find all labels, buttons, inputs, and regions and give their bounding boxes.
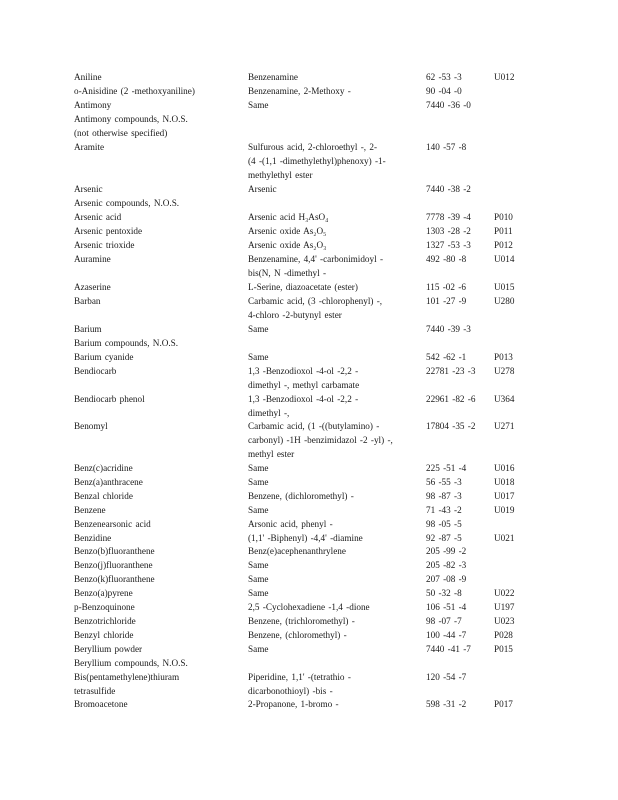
waste-code: U271 bbox=[494, 421, 515, 431]
substance-name: Arsenic compounds, N.O.S. bbox=[74, 198, 180, 208]
chemical-name: L-Serine, diazoacetate (ester) bbox=[248, 282, 358, 292]
chemical-name: Benz(e)acephenanthrylene bbox=[248, 546, 346, 556]
waste-code: U018 bbox=[494, 477, 515, 487]
substance-name: o-Anisidine (2 -methoxyaniline) bbox=[74, 86, 195, 96]
chemical-name: Same bbox=[248, 644, 269, 654]
cas-number: 62 -53 -3 bbox=[426, 72, 462, 82]
cas-number: 207 -08 -9 bbox=[426, 574, 467, 584]
substance-name: Azaserine bbox=[74, 282, 111, 292]
chemical-name: 2,5 -Cyclohexadiene -1,4 -dione bbox=[248, 602, 370, 612]
cas-number: 92 -87 -5 bbox=[426, 533, 462, 543]
substance-name: Benzo(b)fluoranthene bbox=[74, 546, 155, 556]
chemical-name: Piperidine, 1,1' -(tetrathio - dicarbonothioyl) -bis - bbox=[248, 672, 351, 696]
cas-number: 100 -44 -7 bbox=[426, 630, 467, 640]
cas-number: 50 -32 -8 bbox=[426, 588, 462, 598]
substance-name: Bis(pentamethylene)thiuram tetrasulfide bbox=[74, 672, 180, 696]
cas-number: 115 -02 -6 bbox=[426, 282, 466, 292]
waste-code: P010 bbox=[494, 212, 513, 222]
waste-code: U364 bbox=[494, 394, 515, 404]
cas-number: 7440 -38 -2 bbox=[426, 184, 471, 194]
substance-name: Beryllium powder bbox=[74, 644, 143, 654]
cas-number: 7440 -36 -0 bbox=[426, 100, 471, 110]
substance-name: p-Benzoquinone bbox=[74, 602, 135, 612]
substance-name: Benzo(j)fluoranthene bbox=[74, 560, 153, 570]
substance-name: Bendiocarb phenol bbox=[74, 394, 145, 404]
cas-number: 120 -54 -7 bbox=[426, 672, 467, 682]
substance-name: Benzidine bbox=[74, 533, 112, 543]
waste-code: U014 bbox=[494, 254, 515, 264]
chemical-name: Benzene, (dichloromethyl) - bbox=[248, 491, 354, 501]
chemical-name: Benzenamine bbox=[248, 72, 298, 82]
waste-code: U023 bbox=[494, 616, 515, 626]
cas-number: 1303 -28 -2 bbox=[426, 226, 471, 236]
cas-number: 7778 -39 -4 bbox=[426, 212, 471, 222]
cas-number: 101 -27 -9 bbox=[426, 296, 467, 306]
waste-code: U019 bbox=[494, 505, 515, 515]
substance-name: Benzo(a)pyrene bbox=[74, 588, 133, 598]
cas-number: 542 -62 -1 bbox=[426, 352, 467, 362]
chemical-name: Arsenic oxide As₂O₃ bbox=[248, 240, 327, 250]
substance-name: Antimony compounds, N.O.S. (not otherwise specified) bbox=[74, 114, 188, 138]
waste-code: U280 bbox=[494, 296, 515, 306]
substance-name: Aniline bbox=[74, 72, 102, 82]
cas-number: 17804 -35 -2 bbox=[426, 421, 476, 431]
substance-name: Barium bbox=[74, 324, 102, 334]
substance-name: Benz(a)anthracene bbox=[74, 477, 143, 487]
cas-number: 140 -57 -8 bbox=[426, 142, 467, 152]
waste-code: P012 bbox=[494, 240, 513, 250]
waste-code: P013 bbox=[494, 352, 513, 362]
chemical-name: (1,1' -Biphenyl) -4,4' -diamine bbox=[248, 533, 363, 543]
waste-code: P011 bbox=[494, 226, 513, 236]
substance-name: Benzenearsonic acid bbox=[74, 519, 151, 529]
chemical-name: Same bbox=[248, 560, 269, 570]
cas-number: 598 -31 -2 bbox=[426, 699, 467, 709]
substance-name: Barium compounds, N.O.S. bbox=[74, 338, 179, 348]
chemical-name: 2-Propanone, 1-bromo - bbox=[248, 699, 339, 709]
cas-number: 71 -43 -2 bbox=[426, 505, 462, 515]
chemical-name: Arsenic oxide As₂O₅ bbox=[248, 226, 327, 236]
waste-code: U012 bbox=[494, 72, 515, 82]
chemical-name: Arsenic acid H₃AsO₄ bbox=[248, 212, 329, 222]
substance-name: Benzal chloride bbox=[74, 491, 133, 501]
substance-name: Barban bbox=[74, 296, 101, 306]
cas-number: 205 -82 -3 bbox=[426, 560, 467, 570]
waste-code: U017 bbox=[494, 491, 515, 501]
waste-code: U278 bbox=[494, 366, 515, 376]
cas-number: 22961 -82 -6 bbox=[426, 394, 476, 404]
chemical-name: Same bbox=[248, 463, 269, 473]
substance-name: Arsenic trioxide bbox=[74, 240, 135, 250]
substance-name: Bendiocarb bbox=[74, 366, 117, 376]
substance-name: Benz(c)acridine bbox=[74, 463, 133, 473]
cas-number: 90 -04 -0 bbox=[426, 86, 462, 96]
cas-number: 98 -07 -7 bbox=[426, 616, 462, 626]
chemical-name: Same bbox=[248, 352, 269, 362]
waste-code: U022 bbox=[494, 588, 515, 598]
cas-number: 205 -99 -2 bbox=[426, 546, 467, 556]
chemical-name: Benzenamine, 2-Methoxy - bbox=[248, 86, 351, 96]
substance-name: Benzyl chloride bbox=[74, 630, 134, 640]
waste-code: U015 bbox=[494, 282, 515, 292]
chemical-name: Benzene, (trichloromethyl) - bbox=[248, 616, 355, 626]
substance-name: Benomyl bbox=[74, 421, 108, 431]
substance-name: Arsenic acid bbox=[74, 212, 122, 222]
chemical-name: Same bbox=[248, 505, 269, 515]
cas-number: 1327 -53 -3 bbox=[426, 240, 471, 250]
chemical-name: 1,3 -Benzodioxol -4-ol -2,2 - dimethyl -, bbox=[248, 394, 359, 418]
cas-number: 106 -51 -4 bbox=[426, 602, 467, 612]
cas-number: 98 -05 -5 bbox=[426, 519, 462, 529]
chemical-name: Carbamic acid, (1 -((butylamino) - carbonyl) -1H -benzimidazol -2 -yl) -, methyl ester bbox=[248, 421, 393, 459]
chemical-name: Benzenamine, 4,4' -carbonimidoyl - bis(N, N -dimethyl - bbox=[248, 254, 384, 278]
chemical-name: Same bbox=[248, 477, 269, 487]
chemical-name: Same bbox=[248, 574, 269, 584]
chemical-name: Arsonic acid, phenyl - bbox=[248, 519, 333, 529]
chemical-name: Same bbox=[248, 324, 269, 334]
cas-number: 225 -51 -4 bbox=[426, 463, 467, 473]
cas-number: 7440 -41 -7 bbox=[426, 644, 471, 654]
substance-name: Arsenic pentoxide bbox=[74, 226, 143, 236]
substance-name: Benzo(k)fluoranthene bbox=[74, 574, 155, 584]
cas-number: 492 -80 -8 bbox=[426, 254, 467, 264]
substance-name: Benzotrichloride bbox=[74, 616, 136, 626]
substance-name: Barium cyanide bbox=[74, 352, 134, 362]
waste-code: U197 bbox=[494, 602, 515, 612]
substance-name: Aramite bbox=[74, 142, 105, 152]
cas-number: 56 -55 -3 bbox=[426, 477, 462, 487]
substance-name: Bromoacetone bbox=[74, 699, 128, 709]
substance-name: Arsenic bbox=[74, 184, 103, 194]
chemical-name: Benzene, (chloromethyl) - bbox=[248, 630, 347, 640]
chemical-name: Sulfurous acid, 2-chloroethyl -, 2- (4 -(1,1 -dimethylethyl)phenoxy) -1- methylethyl ester bbox=[248, 142, 386, 180]
waste-code: U016 bbox=[494, 463, 515, 473]
chemical-name: 1,3 -Benzodioxol -4-ol -2,2 - dimethyl -, methyl carbamate bbox=[248, 366, 360, 390]
chemical-name: Carbamic acid, (3 -chlorophenyl) -, 4-chloro -2-butynyl ester bbox=[248, 296, 383, 320]
waste-code: P017 bbox=[494, 699, 513, 709]
substance-name: Auramine bbox=[74, 254, 111, 264]
substance-name: Antimony bbox=[74, 100, 112, 110]
cas-number: 98 -87 -3 bbox=[426, 491, 462, 501]
waste-code: P028 bbox=[494, 630, 513, 640]
chemical-name: Same bbox=[248, 100, 269, 110]
chemical-name: Arsenic bbox=[248, 184, 277, 194]
chemical-name: Same bbox=[248, 588, 269, 598]
waste-code: P015 bbox=[494, 644, 513, 654]
cas-number: 7440 -39 -3 bbox=[426, 324, 471, 334]
substance-name: Beryllium compounds, N.O.S. bbox=[74, 658, 188, 668]
waste-code: U021 bbox=[494, 533, 515, 543]
substance-name: Benzene bbox=[74, 505, 106, 515]
cas-number: 22781 -23 -3 bbox=[426, 366, 476, 376]
